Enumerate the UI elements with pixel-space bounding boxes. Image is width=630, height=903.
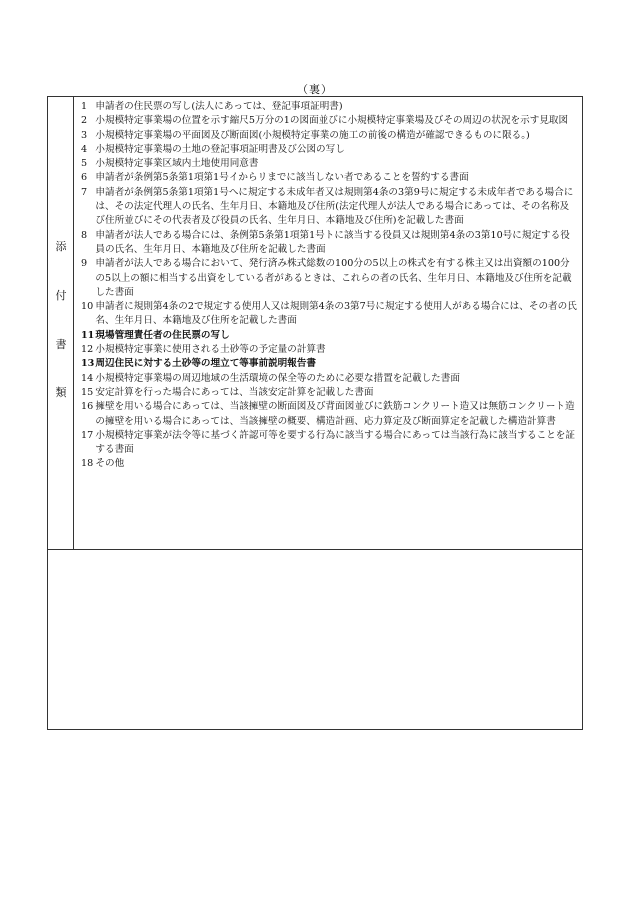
item-number: 3 xyxy=(81,129,88,141)
attachment-item xyxy=(81,300,577,329)
attachment-item xyxy=(81,372,577,386)
attachments-table xyxy=(47,96,583,730)
item-text: 小規模特定事業場の平面図及び断面図(小規模特定事業の施工の前後の構造が確認できるものに限る。) xyxy=(95,129,530,141)
attachments-label-column xyxy=(48,97,74,549)
item-text: 小規模特定事業場の土地の登記事項証明書及び公図の写し xyxy=(95,143,345,155)
item-text: 申請者の住民票の写し(法人にあっては、登記事項証明書) xyxy=(95,101,343,112)
attachment-item xyxy=(81,186,577,229)
item-text: 申請者が法人である場合には、条例第5条第1項第1号トに該当する役員又は規則第4条の3第10号に規定する役員の氏名、生年月日、本籍地及び住所を記載した書面 xyxy=(95,229,570,255)
item-number: 13 xyxy=(81,358,95,370)
label-char: 添 xyxy=(55,240,67,253)
attachment-item xyxy=(81,257,577,300)
attachment-item xyxy=(81,229,577,258)
item-text: 擁壁を用いる場合にあっては、当該擁壁の断面図及び背面図並びに鉄筋コンクリート造又は無筋コンクリート造の擁壁を用いる場合にあっては、当該擁壁の概要、構造計画、応力算定及び断面算定を記載した構造計算書 xyxy=(95,401,575,427)
item-text: 申請者が法人である場合において、発行済み株式総数の100分の5以上の株式を有する株主又は出資額の100分の5以上の額に相当する出資をしている者があるときは、これらの者の氏名、生年月日、本籍地及び住所を記載した書面 xyxy=(95,258,572,298)
item-number: 9 xyxy=(81,258,88,270)
item-text: 小規模特定事業区域内土地使用同意書 xyxy=(95,158,259,170)
item-number: 7 xyxy=(81,186,88,198)
attachment-item xyxy=(81,129,577,143)
attachment-item xyxy=(81,157,577,171)
attachment-item xyxy=(81,143,577,157)
attachments-list xyxy=(81,100,577,472)
item-number: 14 xyxy=(81,372,94,384)
item-text: その他 xyxy=(95,458,125,470)
item-text: 小規模特定事業が法令等に基づく許認可等を要する行為に該当する場合にあっては当該行為に該当することを証する書面 xyxy=(95,429,575,456)
item-number: 17 xyxy=(81,429,94,441)
attachment-item xyxy=(81,400,577,429)
item-number: 4 xyxy=(81,143,88,155)
item-text: 申請者に規則第4条の2で規定する使用人又は規則第4条の3第7号に規定する使用人がある場合には、その者の氏名、生年月日、本籍地及び住所を記載した書面 xyxy=(95,301,577,327)
attachment-item xyxy=(81,100,577,114)
item-text: 申請者が条例第5条第1項第1号へに規定する未成年者又は規則第4条の3第9号に規定する未成年者である場合には、その法定代理人の氏名、生年月日、本籍地及び住所(法定代理人が法人である場合にあっては、その名称及び住所並びにその代表者及び役員の氏名、生年月日、本籍地及び住所)を記載した書面 xyxy=(95,186,574,227)
attachment-item xyxy=(81,357,577,371)
item-number: 12 xyxy=(81,344,94,356)
item-number: 16 xyxy=(81,401,94,413)
attachment-item xyxy=(81,171,577,185)
item-number: 15 xyxy=(81,386,94,398)
item-text: 安定計算を行った場合にあっては、当該安定計算を記載した書面 xyxy=(95,386,374,398)
label-char: 書 xyxy=(55,338,67,351)
label-char: 類 xyxy=(55,386,67,399)
attachment-item xyxy=(81,457,577,471)
blank-notes-area xyxy=(48,550,582,729)
item-number: 5 xyxy=(81,158,88,170)
attachment-item xyxy=(81,329,577,343)
item-number: 18 xyxy=(81,458,94,470)
label-char: 付 xyxy=(55,289,67,302)
item-number: 8 xyxy=(81,229,88,241)
page-title: （裏） xyxy=(297,83,333,96)
item-number: 1 xyxy=(81,101,88,112)
attachment-item xyxy=(81,429,577,458)
item-text: 小規模特定事業に使用される土砂等の予定量の計算書 xyxy=(95,344,326,356)
item-number: 6 xyxy=(81,172,88,184)
attachments-section xyxy=(48,97,582,550)
item-text: 周辺住民に対する土砂等の埋立て等事前説明報告書 xyxy=(95,358,317,370)
item-text: 小規模特定事業場の周辺地域の生活環境の保全等のために必要な措置を記載した書面 xyxy=(95,372,460,384)
item-number: 11 xyxy=(81,329,95,341)
item-text: 現場管理責任者の住民票の写し xyxy=(95,329,230,341)
attachment-item xyxy=(81,386,577,400)
attachment-item xyxy=(81,114,577,128)
item-number: 10 xyxy=(81,301,94,313)
item-text: 小規模特定事業場の位置を示す縮尺5万分の1の図面並びに小規模特定事業場及びその周辺の状況を示す見取図 xyxy=(95,115,569,127)
attachment-item xyxy=(81,343,577,357)
item-number: 2 xyxy=(81,115,88,127)
item-text: 申請者が条例第5条第1項第1号イからリまでに該当しない者であることを誓約する書面 xyxy=(95,172,469,184)
